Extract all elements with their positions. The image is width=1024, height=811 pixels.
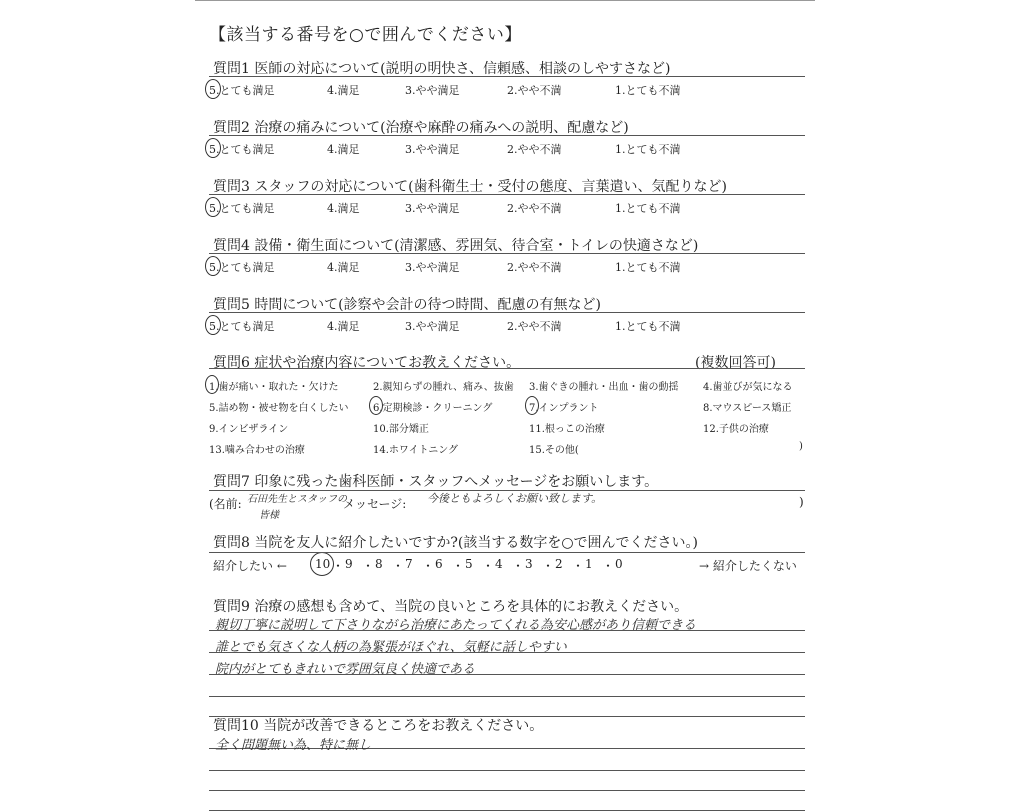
rating-option[interactable]: 3.やや満足 [405,202,460,215]
q6-option[interactable]: 7.インプラント [529,403,599,414]
q7-rule [209,490,805,491]
rating-question-title: 質問1 医師の対応について(説明の明快さ、信頼感、相談のしやすさなど) [213,61,671,77]
q8-scale-value[interactable]: 7 [405,557,413,571]
q8-scale-value[interactable]: 2 [555,557,563,571]
q8-scale-separator: ・ [512,559,525,573]
rating-option[interactable]: 2.やや不満 [507,84,562,97]
rating-question-title: 質問5 時間について(診察や会計の待つ時間、配慮の有無など) [213,297,601,313]
q9-answer-rule [209,696,805,697]
q6-option[interactable]: ) [799,441,803,452]
rating-question-title: 質問2 治療の痛みについて(治療や麻酔の痛みへの説明、配慮など) [213,120,629,136]
selected-rating-circle [205,138,221,158]
q8-scale-value[interactable]: 8 [375,557,383,571]
q6-selected-circle [205,375,219,394]
q6-selected-circle [369,396,383,415]
q8-left-label: 紹介したい ← [213,559,287,573]
q7-name-value[interactable]: 石田先生とスタッフの [247,494,347,505]
q6-option[interactable]: 14.ホワイトニング [373,445,459,456]
rating-option[interactable]: 1.とても不満 [615,143,681,156]
rating-option[interactable]: 5.とても満足 [209,143,275,156]
rating-option[interactable]: 4.満足 [327,320,360,333]
q8-scale-value[interactable]: 6 [435,557,443,571]
selected-rating-circle [205,256,221,276]
rating-option[interactable]: 2.やや不満 [507,261,562,274]
q7-close: ) [799,495,804,509]
q9-answer-text[interactable]: 親切丁寧に説明して下さりながら治療にあたってくれる為安心感があり信頼できる [215,618,697,633]
q7-message-label: メッセージ: [343,497,407,511]
q10-title: 質問10 当院が改善できるところをお教えください。 [213,718,544,734]
q9-answer-text[interactable]: 誰とでも気さくな人柄の為緊張がほぐれ、気軽に話しやすい [215,640,567,655]
q6-note: (複数回答可) [695,355,776,371]
q6-option[interactable]: 4.歯並びが気になる [703,382,793,393]
q6-option[interactable]: 13.噛み合わせの治療 [209,445,305,456]
q7-name-label: (名前: [209,497,242,511]
selected-rating-circle [205,79,221,99]
rating-option[interactable]: 3.やや満足 [405,143,460,156]
rating-question-rule [209,312,805,313]
q6-option[interactable]: 8.マウスピース矯正 [703,403,792,414]
q7-name-value-2[interactable]: 皆様 [259,510,279,521]
rating-option[interactable]: 4.満足 [327,84,360,97]
rating-option[interactable]: 2.やや不満 [507,202,562,215]
q8-scale-value[interactable]: 3 [525,557,533,571]
q8-scale-separator: ・ [392,559,405,573]
rating-option[interactable]: 1.とても不満 [615,320,681,333]
q6-option[interactable]: 9.インビザライン [209,424,289,435]
q8-title: 質問8 当院を友人に紹介したいですか?(該当する数字を○で囲んでください。) [213,535,699,551]
rating-question-title: 質問4 設備・衛生面について(清潔感、雰囲気、待合室・トイレの快適さなど) [213,238,699,254]
q6-option[interactable]: 1.歯が痛い・取れた・欠けた [209,382,339,393]
q6-option[interactable]: 12.子供の治療 [703,424,769,435]
rating-question-title: 質問3 スタッフの対応について(歯科衛生士・受付の態度、言葉遣い、気配りなど) [213,179,727,195]
rating-question-rule [209,194,805,195]
q10-answer-rule [209,790,805,791]
q7-title: 質問7 印象に残った歯科医師・スタッフへメッセージをお願いします。 [213,474,659,490]
q8-scale-separator: ・ [332,559,345,573]
q8-rule [209,552,805,553]
rating-option[interactable]: 5.とても満足 [209,320,275,333]
rating-option[interactable]: 3.やや満足 [405,261,460,274]
rating-option[interactable]: 1.とても不満 [615,84,681,97]
q9-title: 質問9 治療の感想も含めて、当院の良いところを具体的にお教えください。 [213,599,689,615]
q6-rule [209,368,805,369]
selected-rating-circle [205,197,221,217]
q6-option[interactable]: 6.定期検診・クリーニング [373,403,493,414]
q8-scale-value[interactable]: 9 [345,557,353,571]
q8-scale-value[interactable]: 1 [585,557,593,571]
rating-option[interactable]: 3.やや満足 [405,320,460,333]
selected-rating-circle [205,315,221,335]
q6-option[interactable]: 5.詰め物・被せ物を白くしたい [209,403,349,414]
q8-scale-separator: ・ [362,559,375,573]
rating-option[interactable]: 5.とても満足 [209,261,275,274]
q8-scale-separator: ・ [482,559,495,573]
rating-option[interactable]: 4.満足 [327,143,360,156]
rating-option[interactable]: 4.満足 [327,202,360,215]
q8-scale-separator: ・ [542,559,555,573]
q8-right-label: → 紹介したくない [699,559,797,573]
q10-answer-rule [209,770,805,771]
rating-option[interactable]: 4.満足 [327,261,360,274]
q6-option[interactable]: 2.親知らずの腫れ、痛み、抜歯 [373,382,514,393]
q10-answer-text[interactable]: 全く問題無い為、特に無し [215,738,372,753]
q8-scale-separator: ・ [452,559,465,573]
rating-option[interactable]: 5.とても満足 [209,84,275,97]
q8-selected-circle [310,552,334,576]
page-header: 【該当する番号を○で囲んでください】 [209,25,522,45]
rating-question-rule [209,253,805,254]
rating-option[interactable]: 2.やや不満 [507,143,562,156]
rating-question-rule [209,76,805,77]
q6-selected-circle [525,396,539,415]
q8-scale-value[interactable]: 5 [465,557,473,571]
rating-option[interactable]: 1.とても不満 [615,202,681,215]
rating-option[interactable]: 1.とても不満 [615,261,681,274]
rating-option[interactable]: 3.やや満足 [405,84,460,97]
rating-option[interactable]: 5.とても満足 [209,202,275,215]
q8-scale-separator: ・ [602,559,615,573]
q8-scale-value[interactable]: 4 [495,557,503,571]
q7-message-value[interactable]: 今後ともよろしくお願い致します。 [427,492,603,505]
top-border [195,0,815,1]
rating-option[interactable]: 2.やや不満 [507,320,562,333]
q9-answer-text[interactable]: 院内がとてもきれいで雰囲気良く快適である [215,662,476,677]
q6-option[interactable]: 10.部分矯正 [373,424,429,435]
q6-option[interactable]: 11.根っこの治療 [529,424,605,435]
q8-scale-value[interactable]: 0 [615,557,623,571]
q6-option[interactable]: 3.歯ぐきの腫れ・出血・歯の動揺 [529,382,679,393]
survey-sheet [195,0,815,806]
rating-question-rule [209,135,805,136]
q6-title: 質問6 症状や治療内容についてお教えください。 [213,355,521,371]
q8-scale-separator: ・ [572,559,585,573]
q6-option[interactable]: 15.その他( [529,445,579,456]
q8-scale-value[interactable]: 10 [315,557,331,571]
q8-scale-separator: ・ [422,559,435,573]
